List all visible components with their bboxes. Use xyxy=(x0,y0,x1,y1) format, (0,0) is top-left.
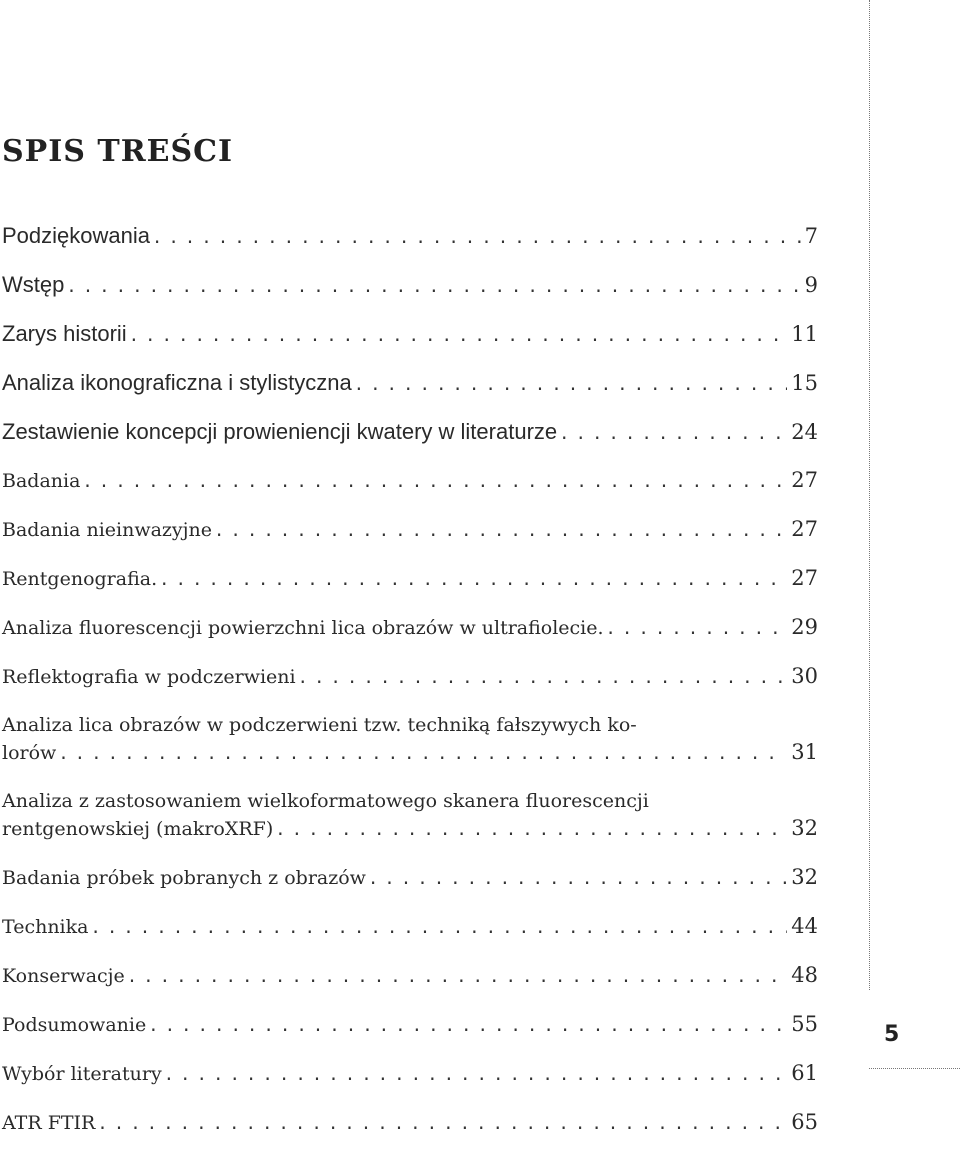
toc-entry-title-line1: Analiza lica obrazów w podczerwieni tzw. techniką fałszywych ko- xyxy=(2,714,637,736)
dot-leader xyxy=(127,964,787,991)
toc-entry xyxy=(2,320,818,347)
toc-entry xyxy=(2,222,818,249)
toc-entry-page: 29 xyxy=(791,615,818,639)
dot-leader xyxy=(164,1062,788,1089)
page-title: SPIS TREŚCI xyxy=(2,134,234,169)
toc-entry-page: 65 xyxy=(791,1110,818,1134)
margin-rule-vertical xyxy=(869,0,870,990)
toc-entry-page: 27 xyxy=(791,566,818,590)
toc-entry xyxy=(2,788,818,842)
toc-entry xyxy=(2,864,818,891)
toc-entry xyxy=(2,418,818,445)
toc-entry-page: 44 xyxy=(791,914,818,938)
toc-entry-title: Badania nieinwazyjne xyxy=(2,519,213,541)
toc-entry-page: 48 xyxy=(791,963,818,987)
toc-entry xyxy=(2,1060,818,1087)
toc-entry xyxy=(2,1109,818,1136)
toc-entry xyxy=(2,962,818,989)
toc-entry-title: lorów xyxy=(2,742,57,764)
dot-leader xyxy=(606,616,788,643)
dot-leader xyxy=(368,866,787,893)
toc-entry-title: Podsumowanie xyxy=(2,1014,147,1036)
dot-leader xyxy=(90,915,787,942)
toc-entry xyxy=(2,369,818,396)
dot-leader xyxy=(82,469,787,496)
dot-leader xyxy=(214,518,787,545)
toc-entry-title-line1: Analiza z zastosowaniem wielkoformatowego skanera fluorescencji xyxy=(2,790,649,812)
toc-entry-page: 15 xyxy=(791,371,818,395)
toc-entry xyxy=(2,1011,818,1038)
toc-entry-title: Badania xyxy=(2,470,81,492)
toc-entry-title: ATR FTIR xyxy=(2,1112,96,1134)
toc-entry-page: 30 xyxy=(791,664,818,688)
toc-entry-page: 32 xyxy=(791,816,818,840)
toc-entry xyxy=(2,913,818,940)
toc-entry-page: 31 xyxy=(791,740,818,764)
toc-entry-title: Wstęp xyxy=(2,272,65,297)
dot-leader xyxy=(159,567,787,594)
toc-entry-page: 32 xyxy=(791,865,818,889)
dot-leader xyxy=(58,741,787,768)
toc-entry xyxy=(2,614,818,641)
dot-leader xyxy=(97,1111,787,1138)
toc-entry-page: 24 xyxy=(791,420,818,444)
dot-leader xyxy=(559,421,787,448)
page-number: 5 xyxy=(884,1022,900,1047)
toc-entry-title: Konserwacje xyxy=(2,965,125,987)
toc-entry-title: Podziękowania xyxy=(2,223,150,248)
dot-leader xyxy=(354,372,788,399)
toc-entry-title: Rentgenografia. xyxy=(2,568,158,590)
toc-entry-title: Zarys historii xyxy=(2,321,127,346)
toc-entry-title: Badania próbek pobranych z obrazów xyxy=(2,867,366,889)
toc-entry xyxy=(2,516,818,543)
toc-entry-page: 27 xyxy=(791,517,818,541)
dot-leader xyxy=(66,274,800,301)
toc-entry xyxy=(2,467,818,494)
toc-entry xyxy=(2,663,818,690)
dot-leader xyxy=(129,323,788,350)
toc-entry-page: 11 xyxy=(791,322,818,346)
dot-leader xyxy=(275,817,787,844)
toc-entry-page: 9 xyxy=(804,273,818,297)
toc-entry-page: 55 xyxy=(791,1012,818,1036)
dot-leader xyxy=(152,225,801,252)
toc-entry xyxy=(2,565,818,592)
toc-entry-title: Technika xyxy=(2,916,89,938)
toc-entry-title: Analiza fluorescencji powierzchni lica obrazów w ultrafiolecie. xyxy=(2,617,604,639)
toc-entry-title: rentgenowskiej (makroXRF) xyxy=(2,818,274,840)
toc-entry-title: Zestawienie koncepcji prowieniencji kwatery w literaturze xyxy=(2,419,558,444)
toc-entry xyxy=(2,271,818,298)
toc-entry-title: Wybór literatury xyxy=(2,1063,162,1085)
toc-entry-page: 61 xyxy=(791,1061,818,1085)
toc-entry xyxy=(2,712,818,766)
toc-entry-page: 27 xyxy=(791,468,818,492)
toc-entry-title: Reflektografia w podczerwieni xyxy=(2,666,296,688)
dot-leader xyxy=(298,665,788,692)
margin-rule-horizontal xyxy=(869,1068,960,1069)
toc-entry-title: Analiza ikonograficzna i stylistyczna xyxy=(2,370,352,395)
toc-entry-page: 7 xyxy=(804,224,818,248)
dot-leader xyxy=(148,1013,787,1040)
table-of-contents xyxy=(2,222,818,1158)
